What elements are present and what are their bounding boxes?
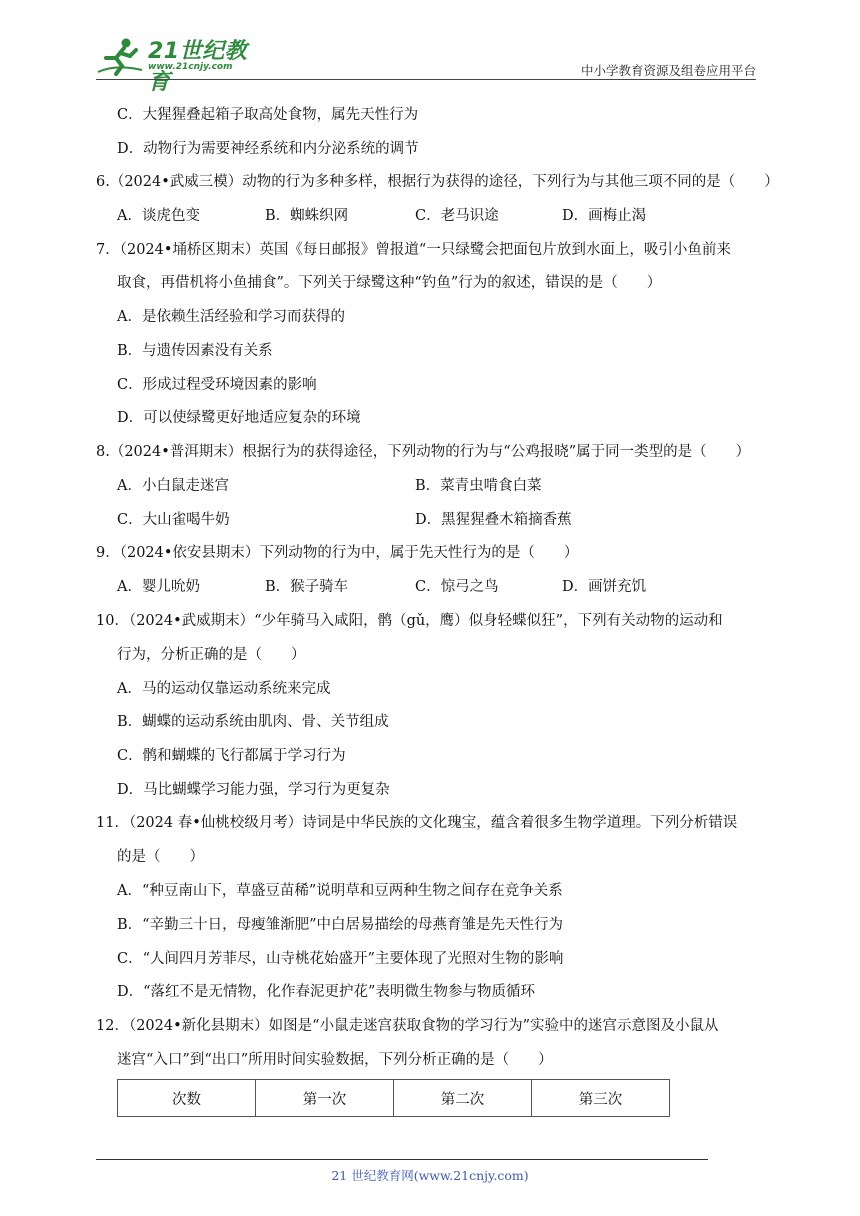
table-row — [118, 1080, 670, 1117]
q5-option-d: D．动物行为需要神经系统和内分泌系统的调节 — [117, 141, 419, 157]
q9-option-c: C．惊弓之鸟 — [415, 579, 499, 595]
logo-url: www.21cnjy.com — [148, 62, 233, 72]
footer-link[interactable]: 21 世纪教育网(www.21cnjy.com) — [331, 1168, 529, 1183]
q11-stem-line1: 11．（2024 春•仙桃校级月考）诗词是中华民族的文化瑰宝，蕴含着很多生物学道理。下列分析错误 — [96, 815, 738, 831]
page-header — [96, 28, 756, 95]
experiment-data-table — [117, 1079, 670, 1117]
runner-logo-icon — [96, 36, 146, 76]
table-header-cell: 次数 — [118, 1080, 256, 1117]
logo-name: 21世纪教育 — [148, 39, 248, 95]
q6-option-a: A．谈虎色变 — [117, 208, 200, 224]
q9-option-a: A．婴儿吮奶 — [117, 579, 200, 595]
q5-option-c: C．大猩猩叠起箱子取高处食物，属先天性行为 — [117, 107, 419, 123]
q10-option-c: C．鹘和蝴蝶的飞行都属于学习行为 — [117, 748, 346, 764]
q12-stem-line1: 12．（2024•新化县期末）如图是“小鼠走迷宫获取食物的学习行为”实验中的迷宫示意图及小鼠从 — [96, 1018, 719, 1034]
q8-option-b: B．菜青虫啃食白菜 — [415, 478, 542, 494]
q10-option-d: D．马比蝴蝶学习能力强，学习行为更复杂 — [117, 782, 390, 798]
q11-option-d: D．“落红不是无情物，化作春泥更护花”表明微生物参与物质循环 — [117, 984, 535, 1000]
q7-option-d: D．可以使绿鹭更好地适应复杂的环境 — [117, 410, 361, 426]
q6-option-c: C．老马识途 — [415, 208, 499, 224]
q11-stem-line2: 的是（ ） — [117, 849, 204, 865]
footer-divider — [96, 1159, 708, 1160]
table-header-cell: 第一次 — [256, 1080, 394, 1117]
table-header-cell: 第二次 — [394, 1080, 532, 1117]
q8-option-c: C．大山雀喝牛奶 — [117, 512, 230, 528]
q7-option-c: C．形成过程受环境因素的影响 — [117, 377, 317, 393]
q7-option-a: A．是依赖生活经验和学习而获得的 — [117, 309, 345, 325]
q12-stem-line2: 迷宫“入口”到“出口”所用时间实验数据，下列分析正确的是（ ） — [117, 1052, 553, 1068]
table-header-cell: 第三次 — [532, 1080, 670, 1117]
q7-stem-line2: 取食，再借机将小鱼捕食”。下列关于绿鹭这种“钓鱼”行为的叙述，错误的是（ ） — [117, 275, 662, 291]
site-logo[interactable] — [96, 36, 266, 95]
q7-stem-line1: 7．（2024•埇桥区期末）英国《每日邮报》曾报道“一只绿鹭会把面包片放到水面上，吸引小鱼前来 — [96, 242, 731, 258]
q10-stem-line1: 10．（2024•武威期末）“少年骑马入咸阳，鹘（gǔ，鹰）似身轻蝶似狂”，下列有关动物的运动和 — [96, 613, 723, 629]
q9-option-d: D．画饼充饥 — [562, 579, 647, 595]
q11-option-b: B．“辛勤三十日，母瘦雏渐肥”中白居易描绘的母燕育雏是先天性行为 — [117, 917, 563, 933]
q6-stem: 6.（2024•武威三模）动物的行为多种多样，根据行为获得的途径，下列行为与其他三项不同的是（ ） — [96, 174, 779, 190]
q8-option-a: A．小白鼠走迷宫 — [117, 478, 229, 494]
q10-option-b: B．蝴蝶的运动系统由肌肉、骨、关节组成 — [117, 714, 389, 730]
q6-option-b: B．蜘蛛织网 — [265, 208, 349, 224]
q10-stem-line2: 行为，分析正确的是（ ） — [117, 647, 306, 663]
q9-stem: 9．（2024•依安县期末）下列动物的行为中，属于先天性行为的是（ ） — [96, 545, 579, 561]
q11-option-c: C．“人间四月芳菲尽，山寺桃花始盛开”主要体现了光照对生物的影响 — [117, 951, 564, 967]
q11-option-a: A．“种豆南山下，草盛豆苗稀”说明草和豆两种生物之间存在竞争关系 — [117, 883, 563, 899]
q10-option-a: A．马的运动仅靠运动系统来完成 — [117, 681, 331, 697]
q7-option-b: B．与遗传因素没有关系 — [117, 343, 273, 359]
q9-option-b: B．猴子骑车 — [265, 579, 349, 595]
q6-option-d: D．画梅止渴 — [562, 208, 647, 224]
platform-title: 中小学教育资源及组卷应用平台 — [580, 63, 756, 78]
q8-stem: 8.（2024•普洱期末）根据行为的获得途径，下列动物的行为与“公鸡报晓”属于同一类型的是（ ） — [96, 444, 751, 460]
header-divider — [96, 79, 756, 80]
q8-option-d: D．黑猩猩叠木箱摘香蕉 — [415, 512, 572, 528]
